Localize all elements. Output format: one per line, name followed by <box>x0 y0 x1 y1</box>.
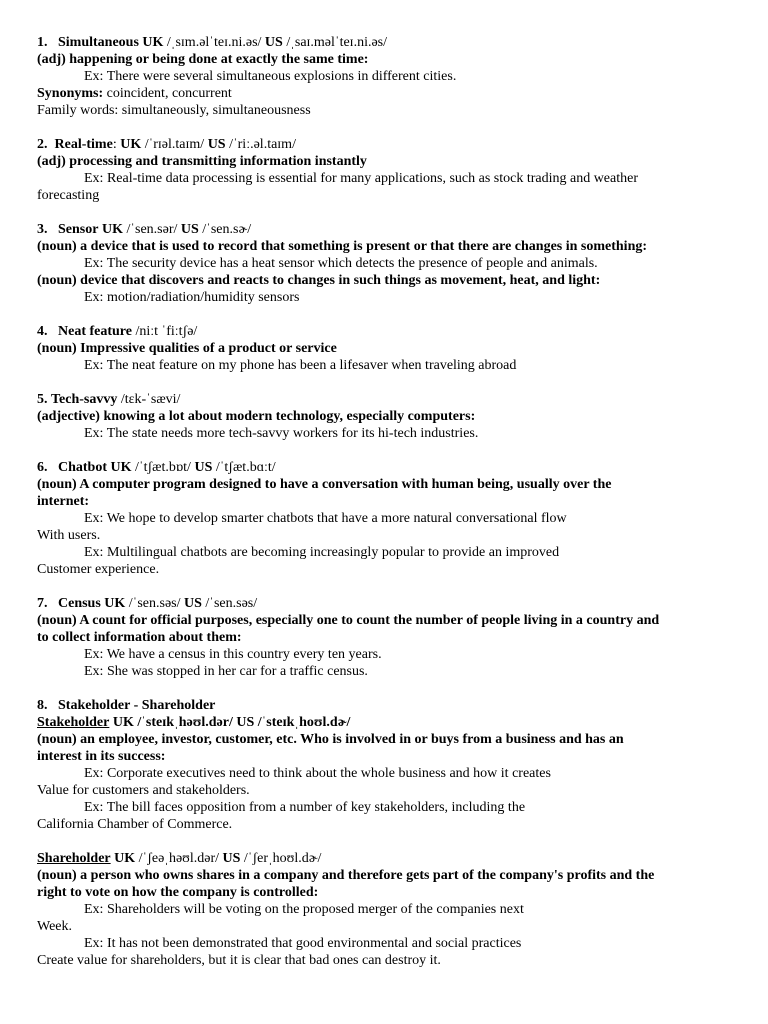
definition: (noun) a person who owns shares in a company and therefore gets part of the company's profits and the <box>37 868 655 883</box>
heading-separator: : <box>112 137 117 152</box>
definition-continuation: internet: <box>37 494 90 509</box>
us-label: US <box>207 137 226 152</box>
uk-pronunciation: /ˈʃeəˌhəʊl.dər/ <box>138 851 219 866</box>
entry-heading <box>37 391 737 408</box>
definition: (noun) A computer program designed to have a conversation with human being, usually over the <box>37 477 612 492</box>
example-continuation: Create value for shareholders, but it is clear that bad ones can destroy it. <box>37 953 441 968</box>
definition: (noun) Impressive qualities of a product or service <box>37 341 337 356</box>
subentry-shareholder <box>37 850 737 969</box>
example: Ex: The security device has a heat sensor which detects the presence of people and animals. <box>84 256 598 271</box>
example: Ex: We hope to develop smarter chatbots that have a more natural conversational flow <box>84 511 567 526</box>
entry-neat-feature <box>37 323 737 374</box>
definition-continuation: right to vote on how the company is controlled: <box>37 885 319 900</box>
entry-number: 5. <box>37 392 48 407</box>
synonyms-label: Synonyms: <box>37 86 104 101</box>
entry-tech-savvy <box>37 391 737 442</box>
example-continuation: California Chamber of Commerce. <box>37 817 233 832</box>
uk-pronunciation: /ˈtʃæt.bɒt/ <box>135 460 191 475</box>
us-pronunciation: /ˈtʃæt.bɑːt/ <box>215 460 276 475</box>
example: Ex: Real-time data processing is essential for many applications, such as stock trading and weather <box>84 171 639 186</box>
uk-pronunciation: /ˈsteɪkˌhəʊl.dər/ <box>137 715 233 730</box>
example: Ex: Shareholders will be voting on the proposed merger of the companies next <box>84 902 524 917</box>
synonyms-text: coincident, concurrent <box>103 86 232 101</box>
entry-number: 7. <box>37 596 48 611</box>
pronunciation: /tɛk-ˈsævi/ <box>120 392 181 407</box>
entry-stakeholder-shareholder <box>37 697 737 833</box>
entry-number: 6. <box>37 460 48 475</box>
example: Ex: The neat feature on my phone has been a lifesaver when traveling abroad <box>84 358 517 373</box>
entry-number: 2. <box>37 137 48 152</box>
entry-heading <box>37 136 737 153</box>
entry-heading <box>37 323 737 340</box>
definition: (noun) device that discovers and reacts to changes in such things as movement, heat, and light: <box>37 273 601 288</box>
uk-label: UK <box>142 35 164 50</box>
uk-pronunciation: /ˌsɪm.əlˈteɪ.ni.əs/ <box>166 35 262 50</box>
uk-pronunciation: /ˈrɪəl.taɪm/ <box>144 137 205 152</box>
us-label: US <box>264 35 283 50</box>
entry-simultaneous <box>37 34 737 119</box>
us-label: US <box>180 222 199 237</box>
entry-number: 1. <box>37 35 48 50</box>
entry-number: 3. <box>37 222 48 237</box>
entry-word: Neat feature <box>58 324 132 339</box>
uk-pronunciation: /ˈsen.səs/ <box>128 596 181 611</box>
us-pronunciation: /ˈsteɪkˌhoʊl.dɚ/ <box>257 715 351 730</box>
vocabulary-document <box>37 34 737 969</box>
entry-word: Census <box>58 596 101 611</box>
example: Ex: Multilingual chatbots are becoming increasingly popular to provide an improved <box>84 545 560 560</box>
us-label: US <box>184 596 202 611</box>
uk-label: UK <box>101 222 123 237</box>
entry-heading <box>37 697 737 714</box>
example-continuation: Week. <box>37 919 73 934</box>
entry-number: 8. <box>37 698 48 713</box>
entry-word: Chatbot <box>58 460 108 475</box>
definition: (noun) an employee, investor, customer, etc. Who is involved in or buys from a business and has an <box>37 732 624 747</box>
definition: (noun) a device that is used to record that something is present or that there are changes in something: <box>37 239 648 254</box>
example-continuation: forecasting <box>37 188 100 203</box>
entry-word: Simultaneous <box>58 35 139 50</box>
entry-heading <box>37 34 737 51</box>
us-label: US <box>194 460 213 475</box>
entry-word: Real-time <box>54 137 113 152</box>
entry-heading <box>37 221 737 238</box>
entry-heading <box>37 459 737 476</box>
uk-label: UK <box>120 137 142 152</box>
entry-chatbot <box>37 459 737 578</box>
definition: (noun) A count for official purposes, especially one to count the number of people living in a country and <box>37 613 660 628</box>
us-pronunciation: /ˌsaɪ.məlˈteɪ.ni.əs/ <box>286 35 388 50</box>
example: Ex: Corporate executives need to think about the whole business and how it creates <box>84 766 551 781</box>
family-words: Family words: simultaneously, simultaneousness <box>37 103 311 118</box>
us-pronunciation: /ˈsen.sɚ/ <box>202 222 252 237</box>
entry-number: 4. <box>37 324 48 339</box>
example-continuation: Customer experience. <box>37 562 160 577</box>
example: Ex: There were several simultaneous explosions in different cities. <box>84 69 457 84</box>
entry-word: Sensor <box>58 222 99 237</box>
subentry-word: Shareholder <box>37 851 111 866</box>
subentry-heading-shareholder <box>37 850 737 867</box>
example: Ex: motion/radiation/humidity sensors <box>84 290 300 305</box>
entry-real-time <box>37 136 737 204</box>
us-pronunciation: /ˈʃerˌhoʊl.dɚ/ <box>243 851 322 866</box>
us-label: US <box>222 851 241 866</box>
synonyms-line <box>37 85 737 102</box>
us-label: US <box>236 715 255 730</box>
entry-word: Tech-savvy <box>51 392 118 407</box>
pronunciation: /niːt ˈfiːtʃə/ <box>135 324 198 339</box>
subentry-heading-stakeholder <box>37 714 737 731</box>
uk-label: UK <box>104 596 126 611</box>
uk-label: UK <box>114 851 136 866</box>
entry-heading <box>37 595 737 612</box>
entry-word: Stakeholder - Shareholder <box>58 698 216 713</box>
example: Ex: We have a census in this country every ten years. <box>84 647 382 662</box>
example-continuation: Value for customers and stakeholders. <box>37 783 250 798</box>
definition-continuation: to collect information about them: <box>37 630 242 645</box>
example-continuation: With users. <box>37 528 101 543</box>
example: Ex: She was stopped in her car for a traffic census. <box>84 664 368 679</box>
definition: (adj) processing and transmitting information instantly <box>37 154 367 169</box>
example: Ex: The state needs more tech-savvy workers for its hi-tech industries. <box>84 426 479 441</box>
example: Ex: It has not been demonstrated that good environmental and social practices <box>84 936 522 951</box>
example: Ex: The bill faces opposition from a number of key stakeholders, including the <box>84 800 526 815</box>
entry-census <box>37 595 737 680</box>
uk-label: UK <box>112 715 134 730</box>
definition-continuation: interest in its success: <box>37 749 166 764</box>
subentry-word: Stakeholder <box>37 715 110 730</box>
definition: (adj) happening or being done at exactly the same time: <box>37 52 369 67</box>
definition: (adjective) knowing a lot about modern technology, especially computers: <box>37 409 476 424</box>
uk-pronunciation: /ˈsen.sər/ <box>126 222 178 237</box>
us-pronunciation: /ˈsen.səs/ <box>205 596 258 611</box>
uk-label: UK <box>110 460 132 475</box>
entry-sensor <box>37 221 737 306</box>
us-pronunciation: /ˈriː.əl.taɪm/ <box>229 137 296 152</box>
